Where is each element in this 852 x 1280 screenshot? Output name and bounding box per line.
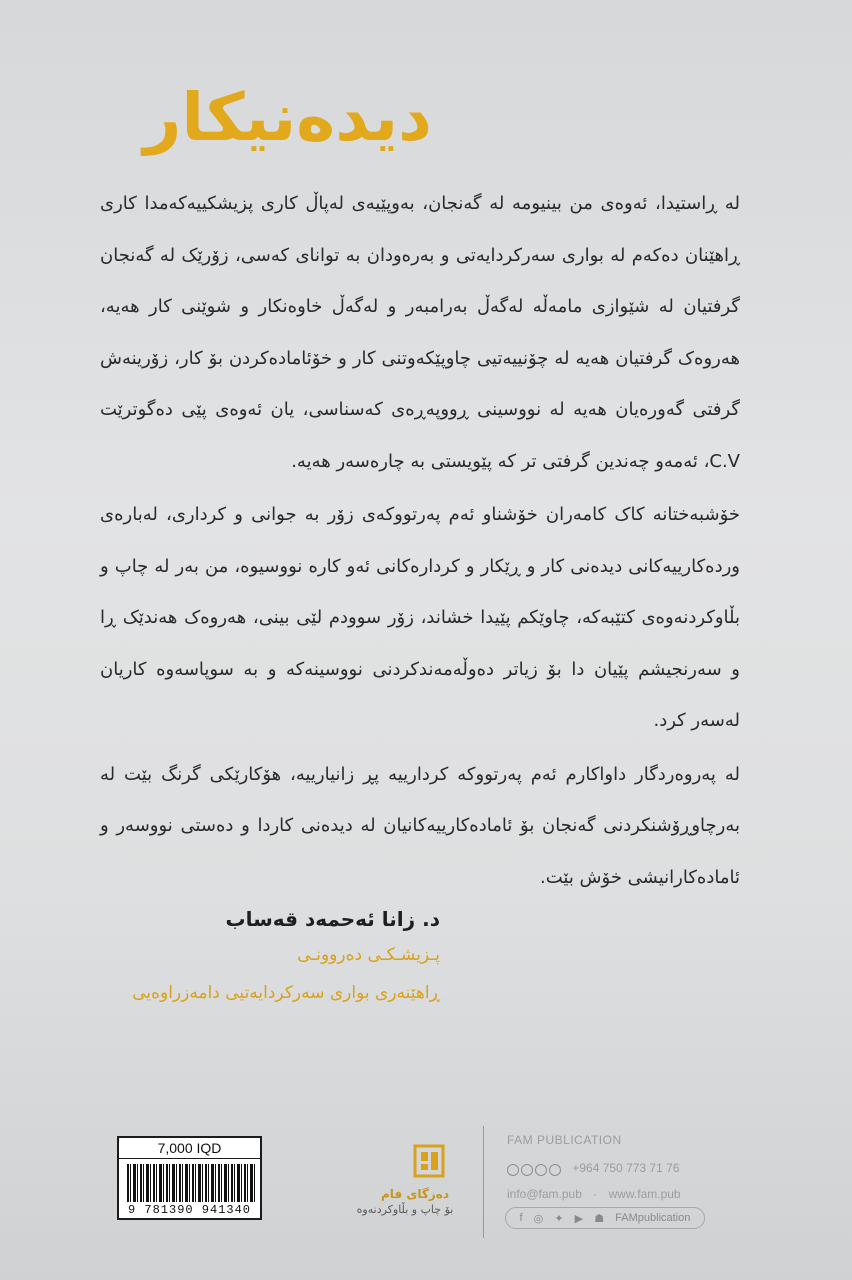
blurb-paragraph: خۆشبەختانە کاک کامەران خۆشناو ئەم پەرتووکەی زۆر بە جوانی و کرداری، لەبارەی وردەکارییەکانی دیدەنی کار و ڕێکار و کردارەکانی ئەو کارە نووسیوە، من بەر لە چاپ و بڵاوکردنەوەی کتێبەکە، چاوێکم پێیدا خشاند، زۆر سوودم لێی بینی، هەروەک هەندێک ڕا و سەرنجیشم پێیان دا بۆ زیاتر دەوڵەمەندکردنی نووسینەکە و بە سوپاسەوە کاریان لەسەر کرد. (100, 504, 740, 731)
author-signature (100, 902, 440, 1012)
publisher-name: دەزگای فام (381, 1187, 449, 1201)
snapchat-icon: ☗ (594, 1212, 605, 1225)
blurb-paragraph: لە پەروەردگار داواکارم ئەم پەرتووکە کردارییە پڕ زانیارییە، هۆکارێکی گرنگ بێت لە بەرچاوڕۆشنکردنی گەنجان بۆ ئامادەکارییەکانیان لە دیدەنی کاردا و دەستی نووسەر و ئامادەکارانیشی خۆش بێت. (100, 763, 740, 888)
publisher-name-english: FAM PUBLICATION (507, 1133, 622, 1147)
messaging-icons (507, 1162, 563, 1176)
book-title: دیدەنیکار (143, 79, 432, 156)
price-label: 7,000 IQD (119, 1138, 260, 1159)
phone-number: +964 750 773 71 76 (572, 1161, 680, 1175)
publisher-logo-icon (413, 1144, 445, 1178)
social-links (505, 1207, 705, 1229)
barcode-bars (127, 1164, 255, 1202)
barcode-label (117, 1136, 262, 1220)
isbn-number: 9 781390 941340 (127, 1203, 252, 1217)
blurb-text (100, 178, 740, 905)
phone-row (507, 1161, 679, 1176)
author-role: پـزیشـکـی دەروونـی (297, 945, 440, 965)
youtube-icon: ▶ (574, 1212, 584, 1225)
author-role-secondary: ڕاهێنەری بواری سەرکردایەتیی دامەزراوەیی (132, 983, 440, 1003)
web-row: info@fam.pub · www.fam.pub (507, 1187, 681, 1201)
social-handle: FAMpublication (615, 1212, 691, 1224)
email-address: info@fam.pub (507, 1187, 582, 1201)
instagram-icon: ◎ (533, 1212, 544, 1225)
blurb-paragraph: لە ڕاستیدا، ئەوەی من بینیومە لە گەنجان، بەوپێیەی لەپاڵ کاری پزیشکییەکەمدا کاری ڕاهێنان دەکەم لە بواری سەرکردایەتی و بەرەودان بە توانای کەسی، زۆرێک لە گەنجان گرفتیان لە شێوازی مامەڵە لەگەڵ بەرامبەر و لەگەڵ خاوەنکار و شوێنی کار هەیە، هەروەک گرفتیان هەیە لە چۆنییەتیی چاوپێکەوتنی کار و خۆئامادەکردن بۆ کار، زۆرینەش گرفتی گەورەیان هەیە لە نووسینی ڕووپەڕەی کەسناسی، یان ئەوەی پێی دەگوترێت C.V، ئەمەو چەندین گرفتی تر کە پێویستی بە چارەسەر هەیە. (100, 193, 740, 472)
author-name: د. زانا ئەحمەد قەساب (225, 907, 440, 931)
facebook-icon: f (519, 1212, 523, 1224)
divider (483, 1126, 484, 1238)
website-address: www.fam.pub (608, 1187, 681, 1201)
twitter-icon: ✦ (554, 1212, 564, 1225)
publisher-tagline: بۆ چاپ و بڵاوکردنەوە (356, 1203, 454, 1216)
